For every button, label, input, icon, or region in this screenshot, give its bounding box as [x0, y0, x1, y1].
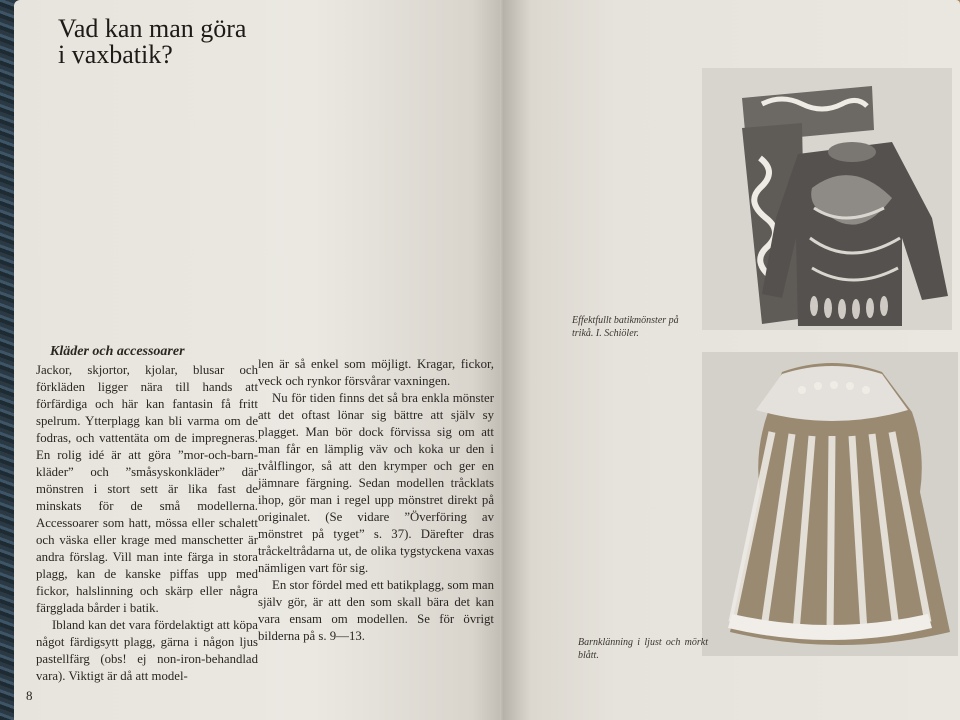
child-dress-illustration — [702, 352, 958, 656]
page-title — [58, 16, 278, 68]
paragraph: Ibland kan det vara fördelaktigt att köpa något färdigsytt plagg, gärna i någon ljus pastellfärg (obs! ej non-iron-behandlad vara). Viktigt är då att model- — [36, 618, 258, 683]
batik-sweater-illustration — [702, 68, 952, 330]
paragraph: Jackor, skjortor, kjolar, blusar och förkläden ligger nära till hands att förfärdiga och här kan fantasin få fritt spelrum. Ytterplagg kan bli varma om de fodras, och vattentäta om de impregneras. En rolig idé är att göra ”mor-och-barn-kläder” och ”småsyskonkläder” där mönstren i stort sett är lika fast de minskats för de små modellerna. Accessoarer som hatt, mössa eller schalett och väska eller krage med manschetter är andra förslag. Vill man inte färga in stora plagg, kan de kanske piffas upp med fickor, halslinning och skärp eller några färgglada bårder i batik. — [36, 363, 258, 615]
text-column-left — [36, 362, 258, 685]
text-column-right — [258, 356, 494, 645]
page-title-line2: i vaxbatik? — [58, 40, 173, 69]
photo-batik-sweater — [702, 68, 952, 330]
caption-dress: Barnklänning i ljust och mörkt blått. — [578, 637, 708, 661]
paragraph: len är så enkel som möjligt. Kragar, fickor, veck och rynkor försvårar vaxningen. — [258, 357, 494, 388]
left-page — [14, 0, 512, 720]
section-heading: Kläder och accessoarer — [50, 344, 185, 359]
paragraph: En stor fördel med ett batikplagg, som man själv gör, är att den som skall bära det kan vara ensam om modellen. Se för övrigt bilderna på s. 9—13. — [258, 578, 494, 643]
page-number: 8 — [26, 688, 33, 703]
paragraph: Nu för tiden finns det så bra enkla mönster att det oftast lönar sig bättre att själv sy plagget. Man bör dock förvissa sig om att man får en lämplig väv och koka ur den i tvålflingor, så att den krymper och ger en jämnare färgning. Sedan modellen tråcklats ihop, gör man i regel upp mönstret direkt på originalet. (Se vidare ”Överföring av mönstret på tyget” s. 37). Därefter dras tråckeltrådarna ut, de olika tygstyckena vaxas nämligen vart för sig. — [258, 391, 494, 575]
photo-child-dress — [702, 352, 958, 656]
caption-sweater: Effektfullt batikmönster på trikå. I. Schiöler. — [572, 315, 679, 339]
page-title-line1: Vad kan man göra — [58, 14, 247, 43]
